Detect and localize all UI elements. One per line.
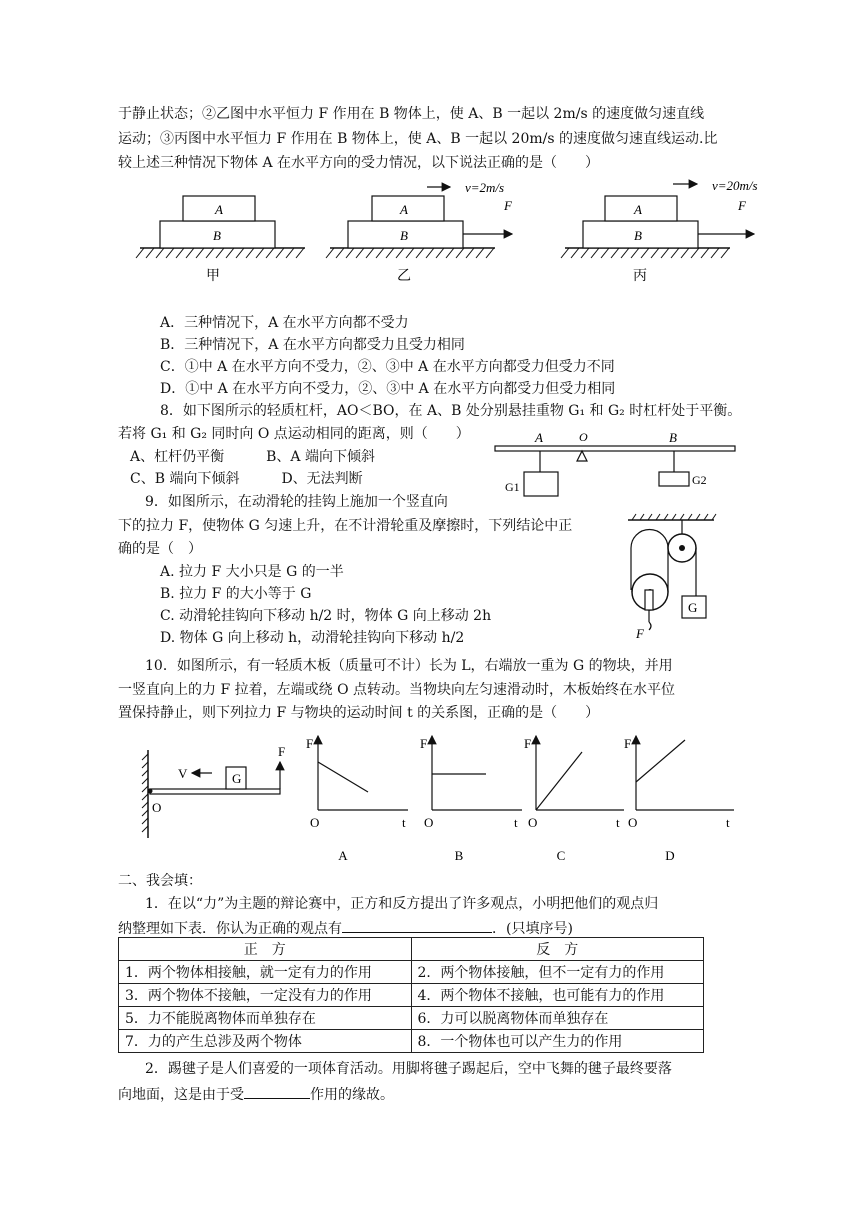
force-time-figure xyxy=(136,728,756,868)
plank-diagram xyxy=(142,744,285,838)
q8-stem-line-1: 8．如下图所示的轻质杠杆，AO＜BO，在 A、B 处分别悬挂重物 G₁ 和 G₂ 时杠杆处于平衡。 xyxy=(160,403,742,419)
graph-a-caption: A xyxy=(338,848,348,863)
lever-label-o: O xyxy=(579,430,588,444)
graph-d-caption: D xyxy=(665,848,675,863)
weight-g-label: G xyxy=(688,600,698,615)
table-cell: 4．两个物体不接触，也可能有力的作用 xyxy=(411,984,704,1007)
q9-stem-line-3: 确的是（ ） xyxy=(118,541,202,557)
graph-d-line xyxy=(636,740,685,782)
lever-bar xyxy=(495,446,735,451)
axis-origin-label: O xyxy=(310,815,320,830)
table-row xyxy=(119,984,704,1007)
question-7-stem-line-1: 于静止状态；②乙图中水平恒力 F 作用在 B 物体上，使 A、B 一起以 2m/s 的速度做匀速直线 xyxy=(118,106,705,122)
axis-f-label: F xyxy=(524,736,532,751)
answer-blank[interactable] xyxy=(244,1083,310,1099)
table-cell: 2．两个物体接触，但不一定有力的作用 xyxy=(411,961,704,984)
weight-g1 xyxy=(524,472,558,496)
block-g-label: G xyxy=(232,771,242,786)
q9-option-d: D. 物体 G 向上移动 h，动滑轮挂钩向下移动 h/2 xyxy=(160,630,465,646)
fill-1-line-2 xyxy=(118,917,573,939)
block-b-label: B xyxy=(400,228,408,243)
q7-option-d: D．①中 A 在水平方向不受力，②、③中 A 在水平方向都受力但受力相同 xyxy=(160,381,616,397)
question-7-stem-line-3: 较上述三种情况下物体 A 在水平方向的受力情况，以下说法正确的是（ ） xyxy=(118,155,600,171)
caption-jia: 甲 xyxy=(206,269,220,284)
q9-stem-line-1: 9．如图所示，在动滑轮的挂钩上施加一个竖直向 xyxy=(145,494,448,510)
table-row xyxy=(119,1030,704,1053)
q8-stem-line-2: 若将 G₁ 和 G₂ 同时向 O 点运动相同的距离，则（ ） xyxy=(118,426,470,442)
q7-option-c: C．①中 A 在水平方向不受力，②、③中 A 在水平方向都受力但受力不同 xyxy=(160,359,615,375)
axis-t-label: t xyxy=(726,815,730,830)
section-2-title: 二、我会填： xyxy=(118,873,202,889)
table-cell: 5．力不能脱离物体而单独存在 xyxy=(119,1007,412,1030)
lever-label-b: B xyxy=(669,430,677,445)
weight-g1-label: G1 xyxy=(505,480,520,494)
table-cell: 7．力的产生总涉及两个物体 xyxy=(119,1030,412,1053)
fulcrum-icon xyxy=(577,451,587,461)
block-b-label: B xyxy=(634,228,642,243)
table-row xyxy=(119,961,704,984)
graph-b xyxy=(420,736,522,863)
force-f-label: F xyxy=(636,626,644,641)
q9-option-a: A. 拉力 F 大小只是 G 的一半 xyxy=(160,564,344,580)
graph-a-line xyxy=(318,762,368,792)
fill-2-prefix: 向地面，这是由于受 xyxy=(118,1087,244,1103)
table-header-con: 反 方 xyxy=(411,938,704,961)
block-a-label: A xyxy=(215,202,223,217)
caption-bing: 丙 xyxy=(633,269,647,284)
axis-origin-label: O xyxy=(628,815,638,830)
graph-d xyxy=(624,736,734,863)
fill-2-line-1: 2．踢毽子是人们喜爱的一项体育活动。用脚将毽子踢起后，空中飞舞的毽子最终要落 xyxy=(145,1061,672,1077)
pulley-figure xyxy=(622,512,718,644)
velocity-label: v=2m/s xyxy=(465,180,505,195)
lever-label-a: A xyxy=(535,430,543,445)
fill-1-prefix: 纳整理如下表．你认为正确的观点有 xyxy=(118,921,342,937)
graph-a xyxy=(306,736,408,863)
diagram-bing xyxy=(561,178,758,284)
weight-g2-label: G2 xyxy=(692,473,707,487)
blocks-figure xyxy=(120,178,800,290)
q10-stem-line-1: 10．如图所示，有一轻质木板（质量可不计）长为 L，右端放一重为 G 的物块，并用 xyxy=(145,658,673,674)
fill-1-line-1: 1．在以“力”为主题的辩论赛中，正方和反方提出了许多观点，小明把他们的观点归 xyxy=(145,896,659,912)
axis-origin-label: O xyxy=(528,815,538,830)
axis-f-label: F xyxy=(624,736,632,751)
block-b-label: B xyxy=(213,228,221,243)
table-header-pro: 正 方 xyxy=(119,938,412,961)
lever-figure xyxy=(493,428,741,500)
fill-1-suffix: ．(只填序号) xyxy=(492,921,573,937)
pull-f-label: F xyxy=(278,744,286,759)
graph-c-line xyxy=(536,752,582,810)
q9-option-b: B. 拉力 F 的大小等于 G xyxy=(160,586,312,602)
fill-2-line-2 xyxy=(118,1083,394,1105)
pivot-o-label: O xyxy=(152,800,162,815)
table-cell: 8．一个物体也可以产生力的作用 xyxy=(411,1030,704,1053)
question-7-stem-line-2: 运动；③丙图中水平恒力 F 作用在 B 物体上，使 A、B 一起以 20m/s 的速度做匀速直线运动.比 xyxy=(118,131,718,147)
viewpoint-table xyxy=(118,937,704,1053)
fill-2-suffix: 作用的缘故。 xyxy=(310,1087,394,1103)
axis-f-label: F xyxy=(306,736,314,751)
velocity-label: v=20m/s xyxy=(712,178,758,193)
q8-options-row-2: C、B 端向下倾斜 D、无法判断 xyxy=(130,471,363,487)
weight-g2 xyxy=(659,472,689,486)
axis-t-label: t xyxy=(514,815,518,830)
table-cell: 1．两个物体相接触，就一定有力的作用 xyxy=(119,961,412,984)
q8-options-row-1: A、杠杆仍平衡 B、A 端向下倾斜 xyxy=(130,449,375,465)
q9-option-c: C. 动滑轮挂钩向下移动 h/2 时，物体 G 向上移动 2h xyxy=(160,608,492,624)
table-header-row xyxy=(119,938,704,961)
graph-c xyxy=(524,736,624,863)
block-a-label: A xyxy=(400,202,408,217)
plank xyxy=(150,789,280,794)
axis-t-label: t xyxy=(402,815,406,830)
caption-yi: 乙 xyxy=(397,269,411,284)
diagram-jia xyxy=(136,196,305,284)
q7-option-b: B．三种情况下，A 在水平方向都受力且受力相同 xyxy=(160,337,465,353)
q7-option-a: A．三种情况下，A 在水平方向都不受力 xyxy=(160,315,409,331)
axis-origin-label: O xyxy=(424,815,434,830)
table-cell: 3．两个物体不接触，一定没有力的作用 xyxy=(119,984,412,1007)
graph-b-caption: B xyxy=(454,848,464,863)
diagram-yi xyxy=(326,180,513,284)
force-label: F xyxy=(738,198,746,213)
q9-stem-line-2: 下的拉力 F，使物体 G 匀速上升，在不计滑轮重及摩擦时，下列结论中正 xyxy=(118,518,573,534)
answer-blank[interactable] xyxy=(342,917,492,933)
velocity-v-label: V xyxy=(178,766,188,781)
table-row xyxy=(119,1007,704,1030)
force-label: F xyxy=(504,198,512,213)
graph-c-caption: C xyxy=(556,848,566,863)
q10-stem-line-2: 一竖直向上的力 F 拉着，左端或绕 O 点转动。当物块向左匀速滑动时，木板始终在水平位 xyxy=(118,682,675,698)
axis-f-label: F xyxy=(420,736,428,751)
block-a-label: A xyxy=(634,202,642,217)
q10-stem-line-3: 置保持静止，则下列拉力 F 与物块的运动时间 t 的关系图，正确的是（ ） xyxy=(118,705,600,721)
table-cell: 6．力可以脱离物体而单独存在 xyxy=(411,1007,704,1030)
axis-t-label: t xyxy=(616,815,620,830)
